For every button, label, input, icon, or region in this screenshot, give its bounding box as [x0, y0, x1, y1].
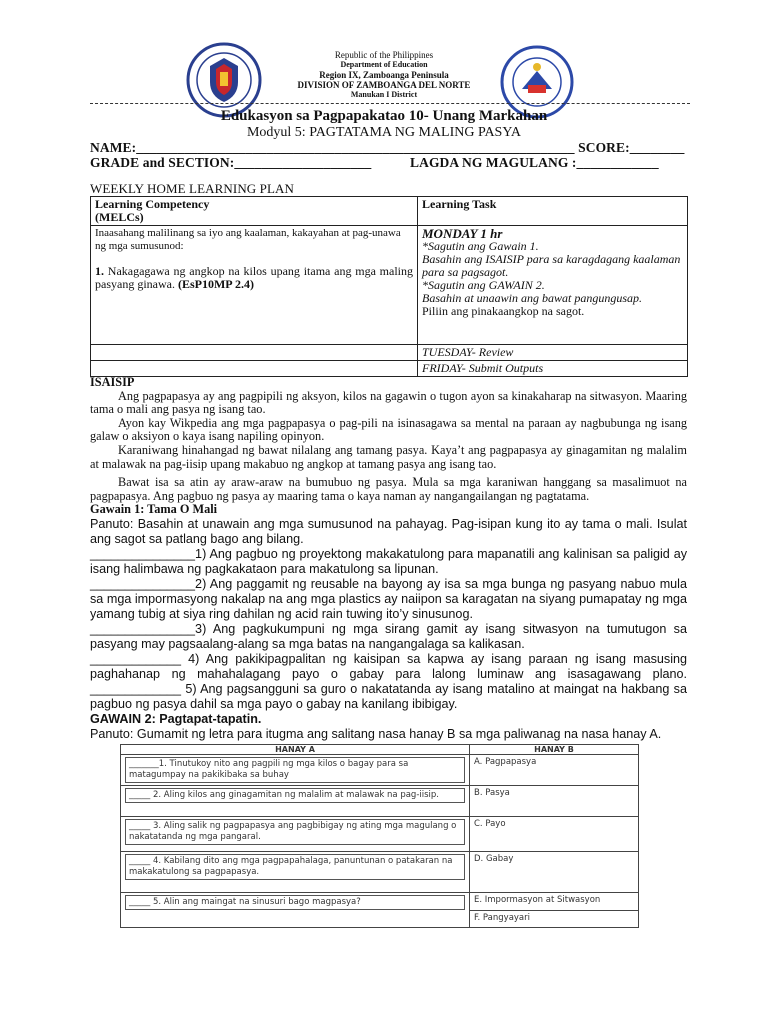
page-subtitle: Modyul 5: PAGTATAMA NG MALING PASYA	[246, 125, 522, 140]
header-division: DIVISION OF ZAMBOANGA DEL NORTE	[297, 80, 471, 90]
name-score-field[interactable]: NAME:________________________________________________________________ SCORE:________	[90, 140, 685, 155]
learning-plan-table	[90, 196, 688, 377]
matching-table	[120, 744, 639, 928]
task-friday: FRIDAY- Submit Outputs	[418, 361, 688, 377]
hanay-b-item: D. Gabay	[470, 852, 639, 893]
plan-heading: WEEKLY HOME LEARNING PLAN	[90, 181, 294, 196]
hanay-b-item: B. Pasya	[470, 786, 639, 817]
plan-tuesday-row	[91, 345, 688, 361]
matching-header-row	[121, 745, 639, 755]
gawain2-instructions: Panuto: Gumamit ng letra para itugma ang salitang nasa hanay B sa mga paliwanag na nasa hanay A.	[90, 726, 662, 741]
isaisip-heading: ISAISIP	[90, 375, 135, 389]
header-divider	[90, 103, 690, 104]
competency-item	[95, 265, 413, 291]
header-department: Department of Education	[340, 60, 428, 69]
hanay-b-item: E. Impormasyon at Sitwasyon	[470, 893, 639, 911]
matching-row	[121, 786, 639, 817]
gawain1-item[interactable]: _______________2) Ang paggamit ng reusable na bayong ay isa sa mga bunga ng pasyang nabuo mula sa mga impormasyong nakalap na ang mga plastics ay naiipon sa karagatan na siyang pumapatay ng mga yamang tubig at siya ring dahilan ng acid rain tuwing ito’y sinusunog.	[90, 576, 687, 621]
gawain1-item[interactable]: _____________ 4) Ang pakikipagpalitan ng kaisipan sa kapwa ay isang paraan ng isang masusing paghahanap ng mahahalagang payo o gabay para lalong luminaw ang isasagawang plano. _____________ 5) Ang pagsangguni sa guro o nakatatanda ay isang matalino at maingat na hakbang sa pagbuo ng pasya dahil sa mga payo o gabay na kanilang ibibigay.	[90, 651, 687, 711]
gawain1-item[interactable]: _______________1) Ang pagbuo ng proyektong makakatulong para mapanatili ang kalinisan sa paligid ay isang halimbawa ng pagkakataon para makatulong sa lipunan.	[90, 546, 687, 576]
task-item: Basahin at unaawin ang bawat pangungusap.	[422, 291, 643, 305]
task-cell	[418, 226, 688, 345]
parent-signature-field[interactable]: LAGDA NG MAGULANG :____________	[410, 155, 659, 170]
isaisip-paragraph: Ayon kay Wikpedia ang mga pagpapasya o pag-pili na isinasagawa sa mental na paraan ay nagbubunga ng isang galaw o aksiyon o kaya isang napiling opinyon.	[90, 415, 687, 444]
hanay-a-item[interactable]: _____ 3. Aling salik ng pagpapasya ang pagbibigay ng ating mga magulang o nakatatanda ng mga pangaral.	[125, 819, 465, 845]
task-item: *Sagutin ang Gawain 1.	[422, 239, 539, 253]
gawain2-heading: GAWAIN 2: Pagtapat-tapatin.	[90, 711, 262, 726]
competency-number: 1.	[95, 264, 104, 278]
lesson-body	[90, 376, 687, 742]
plan-col-competency-label: Learning Competency	[95, 197, 210, 211]
matching-row	[121, 817, 639, 852]
page-title: Edukasyon sa Pagpapakatao 10- Unang Markahan	[220, 108, 548, 124]
isaisip-paragraph: Bawat isa sa atin ay araw-araw na bumubuo ng pasya. Mula sa mga karaniwan hanggang sa masalimuot na pagpapasya. Ang pagbuo ng pasya ay maaring tama o kaya naman ay nangangailangan ng pagtatama.	[90, 475, 687, 503]
task-tuesday: TUESDAY- Review	[418, 345, 688, 361]
matching-row	[121, 852, 639, 893]
task-item: *Sagutin ang GAWAIN 2.	[422, 278, 545, 292]
isaisip-paragraph: Ang pagpapasya ay ang pagpipili ng aksyon, kilos na gagawin o tugon ayon sa kinakaharap na sitwasyon. Maaring tama o mali ang pasya ng isang tao.	[90, 388, 687, 417]
plan-friday-row	[91, 361, 688, 377]
competency-code: (EsP10MP 2.4)	[177, 277, 254, 291]
header-region: Region IX, Zamboanga Peninsula	[319, 70, 449, 80]
competency-text: Nakagagawa ng angkop na kilos upang itama ang mga maling pasyang ginawa.	[95, 264, 414, 291]
gawain1-heading: Gawain 1: Tama O Mali	[90, 502, 218, 517]
plan-col-melcs-label: (MELCs)	[95, 210, 144, 224]
hanay-b-item: C. Payo	[470, 817, 639, 852]
plan-col-task: Learning Task	[418, 197, 688, 226]
grade-section-field[interactable]: GRADE and SECTION:____________________	[90, 155, 372, 170]
competency-cell	[91, 226, 418, 345]
matching-row	[121, 893, 639, 911]
hanay-b-item: A. Pagpapasya	[470, 755, 639, 786]
task-item: Piliin ang pinakaangkop na sagot.	[422, 304, 585, 318]
gawain1-instructions: Panuto: Basahin at unawain ang mga sumusunod na pahayag. Pag-isipan kung ito ay tama o mali. Isulat ang sagot sa patlang bago ang bilang.	[90, 516, 687, 546]
gawain1-item[interactable]: _______________3) Ang pagkukumpuni ng mga sirang gamit ay isang sitwasyon na tumutugon sa pasyang may pagsaalang-alang sa mga batas na nangangalaga sa kalikasan.	[90, 621, 687, 651]
header-district: Manukan I District	[350, 90, 418, 99]
task-monday: MONDAY 1 hr	[422, 226, 503, 241]
plan-header-row	[91, 197, 688, 226]
plan-col-competency	[91, 197, 418, 226]
header-republic: Republic of the Philippines	[334, 50, 434, 60]
hanay-b-header: HANAY B	[470, 745, 639, 755]
plan-monday-row	[91, 226, 688, 345]
hanay-a-item[interactable]: _____ 5. Alin ang maingat na sinusuri bago magpasya?	[125, 895, 465, 910]
isaisip-paragraph: Karaniwang hinahangad ng bawat nilalang ang tamang pasya. Kaya’t ang pagpapasya ay ginagamitan ng malalim at malawak na pag-iisip upang makabuo ng angkop at tamang pasya ang isang tao.	[90, 442, 687, 471]
hanay-a-item[interactable]: _____ 2. Aling kilos ang ginagamitan ng malalim at malawak na pag-iisip.	[125, 788, 465, 803]
hanay-a-item[interactable]: _______1. Tinutukoy nito ang pagpili ng mga kilos o bagay para sa matagumpay na pakikibaka sa buhay	[125, 757, 465, 783]
hanay-b-item: F. Pangyayari	[470, 910, 639, 928]
task-item: Basahin ang ISAISIP para sa karagdagang kaalaman para sa pagsagot.	[422, 252, 681, 279]
hanay-a-item[interactable]: _____ 4. Kabilang dito ang mga pagpapahalaga, panuntunan o patakaran na makakatulong sa pagpapasya.	[125, 854, 465, 880]
competency-intro: Inaasahang malilinang sa iyo ang kaalaman, kakayahan at pag-unawa ng mga sumusunod:	[95, 227, 401, 252]
matching-row	[121, 755, 639, 786]
hanay-a-header: HANAY A	[121, 745, 470, 755]
